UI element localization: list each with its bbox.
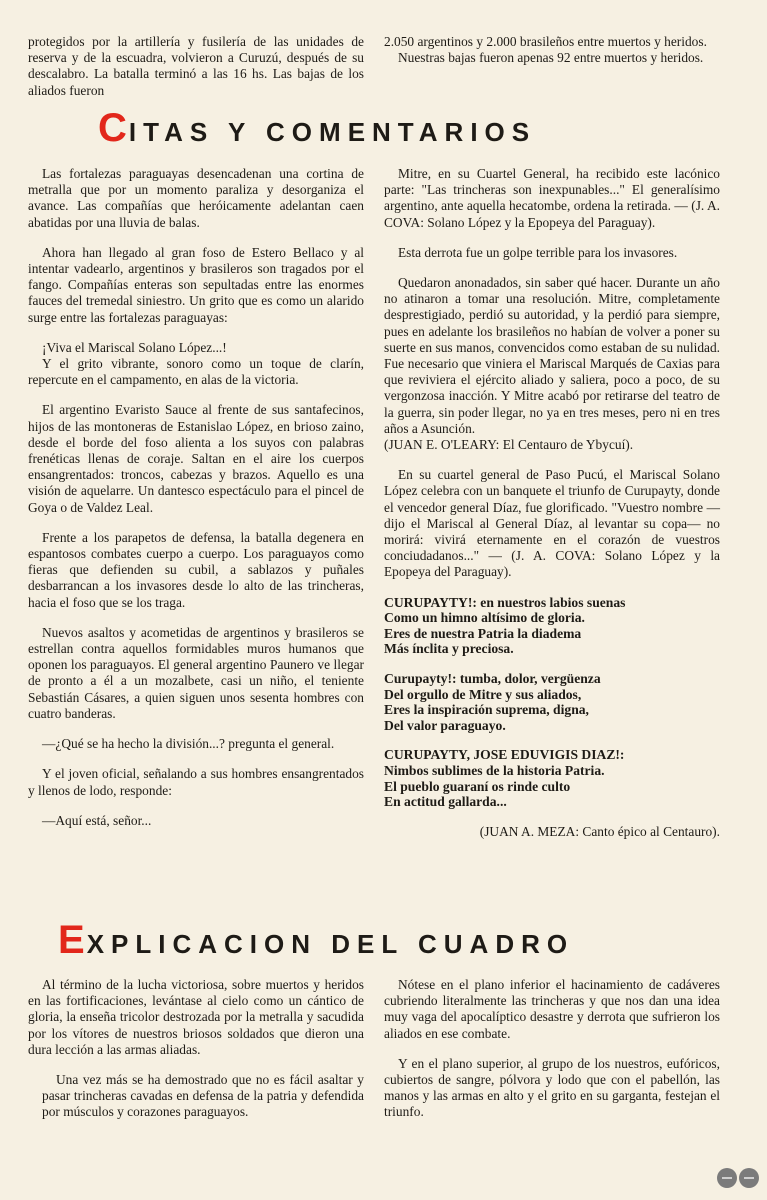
left-column — [28, 166, 364, 843]
paragraph: Mitre, en su Cuartel General, ha recibido este lacónico parte: "Las trincheras son inexpunables..." El generalísimo argentino, ante aquella hecatombe, ordena la retirada. — (J. A. COVA: Solano López y la Epopeya del Paraguay). — [384, 166, 720, 230]
heading-text: ITAS Y COMENTARIOS — [128, 117, 537, 147]
poem-citation: (JUAN A. MEZA: Canto épico al Centauro). — [479, 823, 720, 839]
paragraph: Al término de la lucha victoriosa, sobre muertos y heridos en las fortificaciones, levántase al cielo como un cántico de gloria, la enseña tricolor destrozada por la metralla y sacudida por los vítores de nuestros briosos soldados que dieron una dura lección a las armas aliadas. — [28, 977, 364, 1057]
paragraph: Nuevos asaltos y acometidas de argentinos y brasileros se estrellan contra aquellos formidables muros humanos que oponen los paraguayos. El general argentino Paunero ve llegar de pronto a él a un mozalbete, casi un niño, el teniente Sebastián Cásares, a quien siguen unos sesenta hombres con cuatro banderas. — [28, 624, 364, 721]
right-column — [384, 166, 720, 854]
paragraph: —¿Qué se ha hecho la división...? pregunta el general. — [42, 736, 335, 752]
poem-line: Como un himno altísimo de gloria. — [384, 610, 585, 626]
paragraph: —Aquí está, señor... — [42, 812, 152, 828]
heading-text: XPLICACION DEL CUADRO — [86, 929, 575, 959]
paragraph: Y el grito vibrante, sonoro como un toque de clarín, repercute en el campamento, en alas de la victoria. — [28, 356, 364, 388]
citation: (JUAN E. O'LEARY: El Centauro de Ybycuí). — [384, 437, 634, 453]
poem-line: Curupayty!: tumba, dolor, vergüenza — [384, 671, 601, 687]
paragraph: Ahora han llegado al gran foso de Estero Bellaco y al intentar vadearlo, argentinos y brasileros son tragados por el fango. Compañías enteras son sepultadas entre las enormes fauces del tremedal siniestro. Un grito que es como un alarido surge entre las fortalezas paraguayas: — [28, 244, 364, 325]
paragraph: En su cuartel general de Paso Pucú, el Mariscal Solano López celebra con un banquete el triunfo de Curupayty, donde el vencedor general Díaz, fue glorificado. "Vuestro nombre —dijo el Mariscal al General Díaz, al levantar su copa— no morirá: vivirá eternamente en el corazón de vuestros conciudadanos..." — (J. A. COVA: Solano López y la Epopeya del Paraguay). — [384, 467, 720, 580]
paragraph: Esta derrota fue un golpe terrible para los invasores. — [398, 244, 678, 260]
poem-line: Del orgullo de Mitre y sus aliados, — [384, 686, 582, 702]
poem-line: Eres la inspiración suprema, digna, — [384, 702, 589, 718]
bottom-right-column — [384, 977, 720, 1135]
paragraph: Las fortalezas paraguayas desencadenan una cortina de metralla que por un momento paraliza y desorganiza el avance. Las compañías que heróicamente adelantan caen abatidas por una lluvia de balas. — [28, 166, 364, 230]
poem-line: CURUPAYTY, JOSE EDUVIGIS DIAZ!: — [384, 747, 625, 763]
paragraph: protegidos por la artillería y fusilería de las unidades de reserva y de la escuadra, volvieron a Curuzú, después de su descalabro. La batalla terminó a las 16 hs. Las bajas de los aliados fueron — [28, 34, 364, 98]
paragraph: El argentino Evaristo Sauce al frente de sus santafecinos, hijos de las montoneras de Estanislao López, en brioso zaino, desde el borde del foso alienta a los suyos con palabras frenéticas llenas de coraje. Saltan en el aire los cuerpos ensangrentados: troncos, cabezas y brazos. Aquello es una visión de aquelarre. Un dantesco espectáculo para el pincel de Goya o de Valdez Leal. — [28, 402, 364, 515]
section-heading-citas — [0, 106, 767, 151]
poem-line: CURUPAYTY!: en nuestros labios suenas — [384, 594, 626, 610]
poem-stanza — [384, 671, 720, 733]
paragraph: Quedaron anonadados, sin saber qué hacer. Durante un año no atinaron a tomar una resolución. Mitre, completamente desprestigiado, perdió su autoridad, y la perdió para siempre, pues en adelante los brasileños no habían de volver a poner su suerte en sus manos, convencidos como estaban de su nulidad. Fue necesario que viniera el Mariscal Marqués de Caxias para que reviviera el ejército aliado y saliera, poco a poco, de su vergonzosa inacción. Y Mitre acabó por retirarse del teatro de la guerra, sin poder llegar, no ya en tres meses, pero ni en tres años a Asunción. — [384, 275, 720, 436]
top-left-text — [28, 34, 364, 99]
poem-stanza — [384, 595, 720, 657]
poem-stanza — [384, 747, 720, 809]
top-right-text — [384, 34, 720, 66]
poem-line: En actitud gallarda... — [384, 794, 507, 810]
paragraph: ¡Viva el Mariscal Solano López...! — [42, 339, 227, 355]
paragraph: Frente a los parapetos de defensa, la batalla degenera en espantosos combates cuerpo a cuerpo. Los paraguayos como fieras que defienden su cubil, a sablazos y puñales desbarrancan a los invasores desde lo alto de las trincheras, hacia el foso que se los traga. — [28, 529, 364, 610]
poem-line: Eres de nuestra Patria la diadema — [384, 625, 582, 641]
bottom-left-column — [28, 977, 364, 1135]
previous-page-icon[interactable] — [717, 1168, 737, 1188]
poem-line: Nimbos sublimes de la historia Patria. — [384, 763, 605, 779]
next-page-icon[interactable] — [739, 1168, 759, 1188]
paragraph: Una vez más se ha demostrado que no es fácil asaltar y pasar trincheras cavadas en defensa de la patria y defendida por músculos y corazones paraguayos. — [42, 1072, 364, 1120]
paragraph: 2.050 argentinos y 2.000 brasileños entre muertos y heridos. — [384, 34, 707, 49]
paragraph: Y en el plano superior, al grupo de los nuestros, eufóricos, cubiertos de sangre, pólvora y lodo que con el pabellón, las manos y las armas en alto y el grito en su garganta, festejan el triunfo. — [384, 1055, 720, 1120]
heading-initial: E — [58, 918, 87, 962]
poem-line: Del valor paraguayo. — [384, 717, 506, 733]
poem-line: El pueblo guaraní os rinde culto — [384, 778, 571, 794]
heading-initial: C — [98, 106, 129, 150]
poem-line: Más ínclita y preciosa. — [384, 641, 514, 657]
section-heading-explicacion — [0, 918, 767, 963]
paragraph: Y el joven oficial, señalando a sus hombres ensangrentados y llenos de lodo, responde: — [28, 766, 364, 798]
paragraph: Nótese en el plano inferior el hacinamiento de cadáveres cubriendo literalmente las trincheras y que nos dan una idea muy vaga del apocalíptico desastre y derrota que sufrieron los aliados en ese combate. — [384, 977, 720, 1041]
paragraph: Nuestras bajas fueron apenas 92 entre muertos y heridos. — [398, 50, 704, 66]
page-navigation — [717, 1168, 759, 1188]
